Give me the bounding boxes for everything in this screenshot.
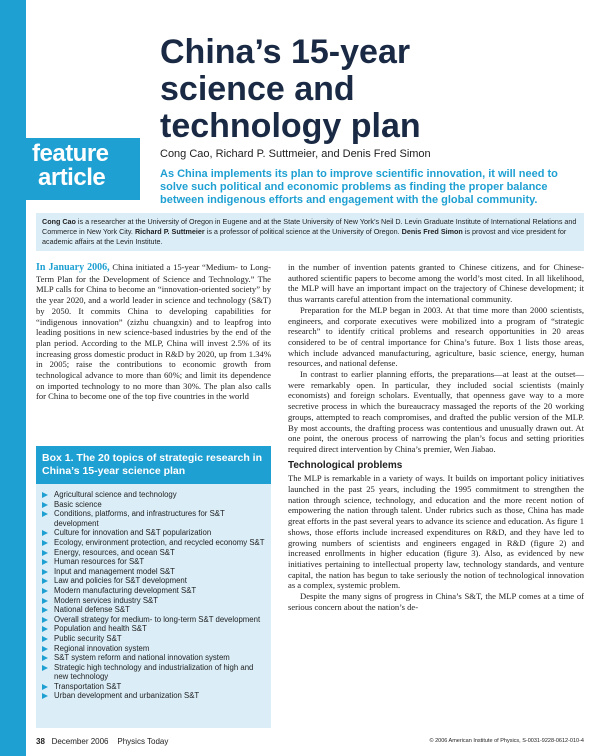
bio-name-simon: Denis Fred Simon bbox=[401, 227, 463, 236]
box-topic-text: Ecology, environment protection, and recycled economy S&T bbox=[54, 537, 265, 547]
left-column bbox=[36, 262, 271, 402]
right-paragraph-5: Despite the many signs of progress in China’s S&T, the MLP comes at a time of serious concern about the nation’s de- bbox=[288, 591, 584, 612]
box-topic-text: S&T system reform and national innovation system bbox=[54, 653, 230, 663]
triangle-bullet-icon bbox=[42, 578, 48, 584]
feature-label-line2: article bbox=[38, 164, 106, 191]
sidebar-box-topics bbox=[36, 446, 271, 728]
box-topic-text: Basic science bbox=[54, 499, 102, 509]
right-paragraph-2: Preparation for the MLP began in 2003. At that time more than 2000 scientists, engineers, and corporate executives were mobilized into a program of “strategic research” to identify critical problems and research opportunities in 20 areas considered to be of central importance for China’s future. Box 1 lists those areas, which include advanced manufacturing, agriculture, basic science, energy, human resources, and national defense. bbox=[288, 304, 584, 369]
right-paragraph-4: The MLP is remarkable in a variety of ways. It builds on important policy initiatives launched in the past 25 years, including the 1995 commitment to strengthen the nation through science, technology, and education and the more recent notion of empowering the nation through talent. Under rubrics such as those, China has made great efforts in the past several years to advance its science and education. As figure 1 shows, those efforts include increased expenditures on R&D, and they have led to growing numbers of scientists and engineers engaged in R&D (figure 2) and increased enrollments in higher education (figure 3). Also, as evidenced by new initiatives pertaining to intellectual property law, technology standards, and venture capital, the nation has begun to take seriously the notion of technological innovation as a complex, systemic problem. bbox=[288, 473, 584, 591]
box-topic-text: Energy, resources, and ocean S&T bbox=[54, 547, 175, 557]
box-topic-text: Agricultural science and technology bbox=[54, 490, 177, 499]
box-topic-text: Human resources for S&T bbox=[54, 557, 145, 567]
triangle-bullet-icon bbox=[42, 559, 48, 565]
box-topic-item bbox=[42, 605, 265, 615]
box-topic-item bbox=[42, 576, 265, 586]
box-topic-item bbox=[42, 538, 265, 548]
triangle-bullet-icon bbox=[42, 588, 48, 594]
box-title: Box 1. The 20 topics of strategic research in China’s 15-year science plan bbox=[36, 446, 271, 484]
box-topic-text: Urban development and urbanization S&T bbox=[54, 691, 200, 701]
triangle-bullet-icon bbox=[42, 655, 48, 661]
box-topic-item bbox=[42, 557, 265, 567]
triangle-bullet-icon bbox=[42, 598, 48, 604]
box-topic-item bbox=[42, 567, 265, 577]
box-topic-item bbox=[42, 500, 265, 510]
article-dek: As China implements its plan to improve scientific innovation, it will need to solve such political and economic problems as finding the proper balance between indigenous efforts and engagement with the global community. bbox=[160, 168, 558, 206]
box-topic-item bbox=[42, 691, 265, 701]
box-topic-item bbox=[42, 509, 265, 528]
bio-text-cao: is a researcher at the University of Oregon in Eugene and at the State University of New York’s Neil D. Levin Graduate Institute of International Relations and Commerce in New York City. bbox=[42, 217, 577, 236]
box-topic-text: Overall strategy for medium- to long-term S&T development bbox=[54, 614, 261, 624]
footer-journal: Physics Today bbox=[117, 737, 169, 746]
triangle-bullet-icon bbox=[42, 617, 48, 623]
title-line2: science and bbox=[160, 70, 355, 108]
box-topic-item bbox=[42, 634, 265, 644]
article-title bbox=[160, 34, 580, 145]
box-topic-item bbox=[42, 548, 265, 558]
triangle-bullet-icon bbox=[42, 693, 48, 699]
triangle-bullet-icon bbox=[42, 569, 48, 575]
feature-label-line1: feature bbox=[32, 140, 109, 167]
feature-article-label bbox=[32, 142, 109, 190]
section-heading: Technological problems bbox=[288, 459, 403, 471]
box-topic-text: Modern services industry S&T bbox=[54, 595, 158, 605]
box-topic-text: Regional innovation system bbox=[54, 643, 150, 653]
box-topic-item bbox=[42, 653, 265, 663]
box-topic-text: Population and health S&T bbox=[54, 624, 147, 634]
title-line1: China’s 15-year bbox=[160, 33, 411, 71]
box-topic-item bbox=[42, 596, 265, 606]
box-topic-item bbox=[42, 624, 265, 634]
box-topic-text: Transportation S&T bbox=[54, 681, 122, 691]
left-paragraph-1-text: China initiated a 15-year “Medium- to Long-Term Plan for the Development of Science and Technology.” The MLP calls for China to become an “innovation-oriented society” by the year 2020, and a world leader in science and technology (S&T) by 2050. It commits China to developing capabilities for “indigenous innovation” (zizhu chuangxin) and to leapfrog into leading positions in new science-based industries by the end of the plan period. According to the MLP, China will invest 2.5% of its increasing gross domestic product in R&D by 2020, up from 1.34% in 2005; raise the contributions to economic growth from technological advance to more than 60%; and limit its dependence on imported technology to no more than 30%. The plan also calls for China to become one of the top five countries in the world bbox=[36, 262, 271, 402]
box-topic-item bbox=[42, 682, 265, 692]
box-topic-text: National defense S&T bbox=[54, 605, 130, 615]
triangle-bullet-icon bbox=[42, 665, 48, 671]
triangle-bullet-icon bbox=[42, 511, 48, 517]
triangle-bullet-icon bbox=[42, 530, 48, 536]
triangle-bullet-icon bbox=[42, 502, 48, 508]
box-topic-item bbox=[42, 644, 265, 654]
triangle-bullet-icon bbox=[42, 550, 48, 556]
box-topic-item bbox=[42, 663, 265, 682]
box-topic-text: Culture for innovation and S&T popularization bbox=[54, 528, 212, 538]
triangle-bullet-icon bbox=[42, 626, 48, 632]
triangle-bullet-icon bbox=[42, 607, 48, 613]
page-number: 38 bbox=[36, 737, 45, 746]
bio-text-suttmeier: is a professor of political science at the University of Oregon. bbox=[204, 227, 402, 236]
bio-text-simon: is provost and vice president for academic affairs at the Levin Institute. bbox=[42, 227, 567, 246]
box-topic-list bbox=[36, 484, 271, 701]
lead-in: In January 2006, bbox=[36, 262, 110, 273]
triangle-bullet-icon bbox=[42, 646, 48, 652]
box-topic-item bbox=[42, 586, 265, 596]
footer-date: December 2006 bbox=[51, 737, 109, 746]
right-paragraph-3: In contrast to earlier planning efforts, the preparations—at least at the outset—were remarkably open. In particular, they included social scientists (mainly economists) and foreign scholars. Eventually, that openness gave way to a more secretive process in which the bureaucracy massaged the reports of the 20 working groups, attempted to reach compromises, and drafted the public version of the MLP. By most accounts, the drafting process was contentious and unusually drawn out. At one point, the onerous process of narrowing the plan’s focus and setting priorities required direct intervention by China’s premier, Wen Jiabao. bbox=[288, 369, 584, 454]
box-topic-text: Public security S&T bbox=[54, 633, 122, 643]
author-bio-box bbox=[36, 213, 584, 251]
right-paragraph-1: in the number of invention patents granted to Chinese citizens, and for Chinese-authored scientific papers to become among the world’s most cited. In all likelihood, the MLP will have an important impact on the trajectory of Chinese development; it thus warrants careful attention from the international community. bbox=[288, 262, 584, 305]
left-paragraph-1 bbox=[36, 262, 271, 402]
left-color-band bbox=[0, 0, 26, 756]
triangle-bullet-icon bbox=[42, 492, 48, 498]
triangle-bullet-icon bbox=[42, 636, 48, 642]
box-topic-item bbox=[42, 615, 265, 625]
author-byline: Cong Cao, Richard P. Suttmeier, and Denis Fred Simon bbox=[160, 148, 431, 160]
bio-name-suttmeier: Richard P. Suttmeier bbox=[134, 227, 205, 236]
right-column bbox=[288, 262, 584, 613]
title-line3: technology plan bbox=[160, 107, 421, 145]
triangle-bullet-icon bbox=[42, 684, 48, 690]
box-topic-text: Input and management model S&T bbox=[54, 566, 175, 576]
box-topic-item bbox=[42, 528, 265, 538]
box-topic-item bbox=[42, 490, 265, 500]
box-topic-text: Modern manufacturing development S&T bbox=[54, 585, 197, 595]
box-topic-text: Conditions, platforms, and infrastructures for S&T development bbox=[54, 509, 225, 528]
box-topic-text: Strategic high technology and industrialization of high and new technology bbox=[54, 662, 254, 682]
footer-copyright: © 2006 American Institute of Physics, S-0031-9228-0612-010-4 bbox=[429, 738, 584, 744]
bio-name-cao: Cong Cao bbox=[42, 217, 76, 226]
page-footer bbox=[36, 737, 584, 746]
triangle-bullet-icon bbox=[42, 540, 48, 546]
box-topic-text: Law and policies for S&T development bbox=[54, 576, 187, 586]
